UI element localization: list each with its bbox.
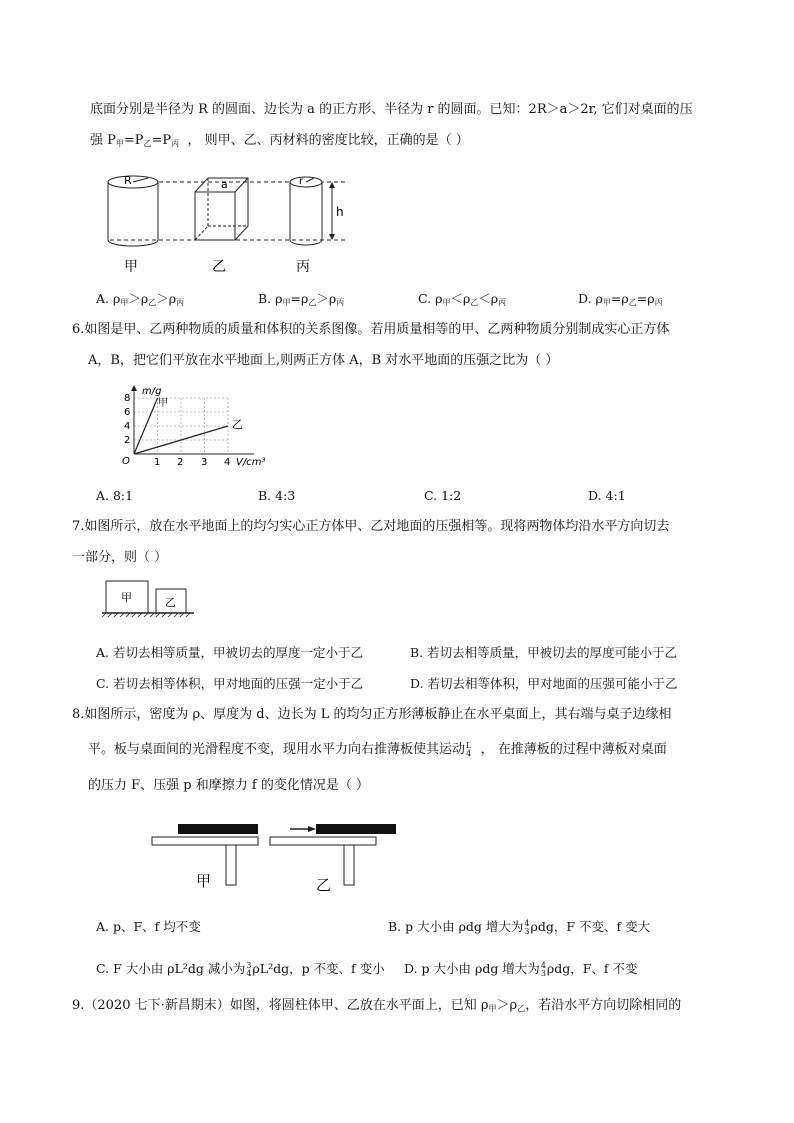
ytick-4: 4 [124, 421, 131, 432]
label-a: a [221, 178, 228, 191]
cube-yi-label: 乙 [165, 596, 176, 609]
q6-option-b: B. 4:3 [258, 488, 296, 503]
origin: O [122, 456, 130, 467]
q6-option-c: C. 1:2 [424, 488, 462, 503]
q6-chart [114, 384, 284, 469]
q8-option-d: D. p 大小由 ρdg 增大为 4 3 ρdg，F、f 不变 [404, 960, 638, 978]
line-jia [134, 398, 158, 454]
xlabel: V/cm³ [236, 457, 266, 468]
table-leg-yi [344, 845, 354, 885]
xtick-2: 2 [177, 457, 184, 468]
q5-option-d: D. $\rho_甲=\rho_乙=\rho_丙$ [578, 291, 663, 307]
caption-jia: 甲 [196, 872, 212, 890]
table-yi [270, 837, 376, 845]
xtick-3: 3 [201, 457, 208, 468]
q5-line-2: 强 $P_甲=P_乙=P_丙$ ， 则甲、乙、丙材料的密度比较，正确的是（ ） [90, 133, 469, 148]
label-jia: 甲 [158, 398, 168, 409]
ytick-2: 2 [124, 435, 131, 446]
q6-option-d: D. 4:1 [588, 488, 626, 503]
q5-figure [100, 168, 360, 278]
q8-option-a: A. p、F、f 均不变 [96, 919, 201, 934]
label-R: R [124, 174, 132, 187]
xtick-4: 4 [224, 457, 231, 468]
cylinder-bing [290, 176, 322, 245]
q7-option-a: A. 若切去相等质量，甲被切去的厚度一定小于乙 [96, 645, 363, 660]
plate-yi [316, 824, 396, 834]
q6-line-1: 6.如图是甲、乙两种物质的质量和体积的关系图像。若用质量相等的甲、乙两种物质分别制成实心正方体 [72, 322, 670, 337]
ytick-6: 6 [124, 407, 131, 418]
height-marker [329, 182, 344, 240]
label-h: h [336, 205, 344, 219]
ytick-8: 8 [124, 393, 131, 404]
q8-line-3: 的压力 F、压强 p 和摩擦力 f 的变化情况是（ ） [88, 778, 369, 793]
q5-line-1: 底面分别是半径为 R 的圆面、边长为 a 的正方形、半径为 r 的圆面。已知：2R＞a＞2r, 它们对桌面的压 [90, 102, 693, 117]
q5-option-a: A. $\rho_甲>\rho_乙>\rho_丙$ [96, 291, 185, 307]
ylabel: m/g [142, 386, 162, 397]
cube-jia-label: 甲 [121, 591, 132, 604]
fraction-l-4: L 4 [466, 740, 472, 758]
q8-figure [150, 820, 410, 895]
plate-jia [178, 824, 258, 834]
q7-line-1: 7.如图所示，放在水平地面上的均匀实心正方体甲、乙对地面的压强相等。现将两物体均沿水平方向切去 [72, 519, 670, 534]
caption-yi: 乙 [316, 876, 332, 894]
q7-option-b: B. 若切去相等质量，甲被切去的厚度可能小于乙 [410, 645, 678, 660]
q5-option-b: B. $\rho_甲=\rho_乙>\rho_丙$ [258, 291, 345, 307]
label-r: r [299, 176, 304, 187]
q5-option-c: C. $\rho_甲<\rho_乙<\rho_丙$ [418, 291, 507, 307]
cube-yi [195, 178, 248, 240]
q8-option-c: C. F 大小由 ρL²dg 减小为 3 4 ρL²dg，p 不变、f 变小 [96, 960, 385, 978]
caption-yi: 乙 [212, 259, 226, 275]
label-yi: 乙 [232, 418, 243, 431]
q8-line-2: 平。板与桌面间的光滑程度不变，现用水平力向右推薄板使其运动 L 4 ， 在推薄板的过程中薄板对桌面 [88, 740, 667, 758]
caption-bing: 丙 [296, 259, 310, 275]
q9-line-1: 9.（2020 七下·新昌期末）如图，将圆柱体甲、乙放在水平面上，已知 $\rho_甲>\rho_乙$，若沿水平方向切除相同的 [72, 998, 682, 1013]
q7-option-c: C. 若切去相等体积，甲对地面的压强一定小于乙 [96, 676, 364, 691]
q6-line-2: A，B，把它们平放在水平地面上,则两正方体 A，B 对水平地面的压强之比为（ ） [88, 353, 559, 368]
q7-figure [100, 578, 230, 618]
caption-jia: 甲 [124, 259, 138, 275]
q8-option-b: B. p 大小由 ρdg 增大为 4 3 ρdg，F 不变、f 变大 [388, 918, 651, 936]
cylinder-jia [108, 174, 158, 246]
q7-option-d: D. 若切去相等体积，甲对地面的压强可能小于乙 [410, 676, 678, 691]
table-leg-jia [226, 845, 236, 885]
q8-line-1: 8.如图所示，密度为 ρ、厚度为 d、边长为 L 的均匀正方形薄板静止在水平桌面上，其右端与桌子边缘相 [72, 707, 672, 722]
table-jia [152, 837, 258, 845]
q6-option-a: A. 8:1 [96, 488, 134, 503]
q7-line-2: 一部分，则（ ） [72, 550, 168, 565]
xtick-1: 1 [154, 457, 161, 468]
